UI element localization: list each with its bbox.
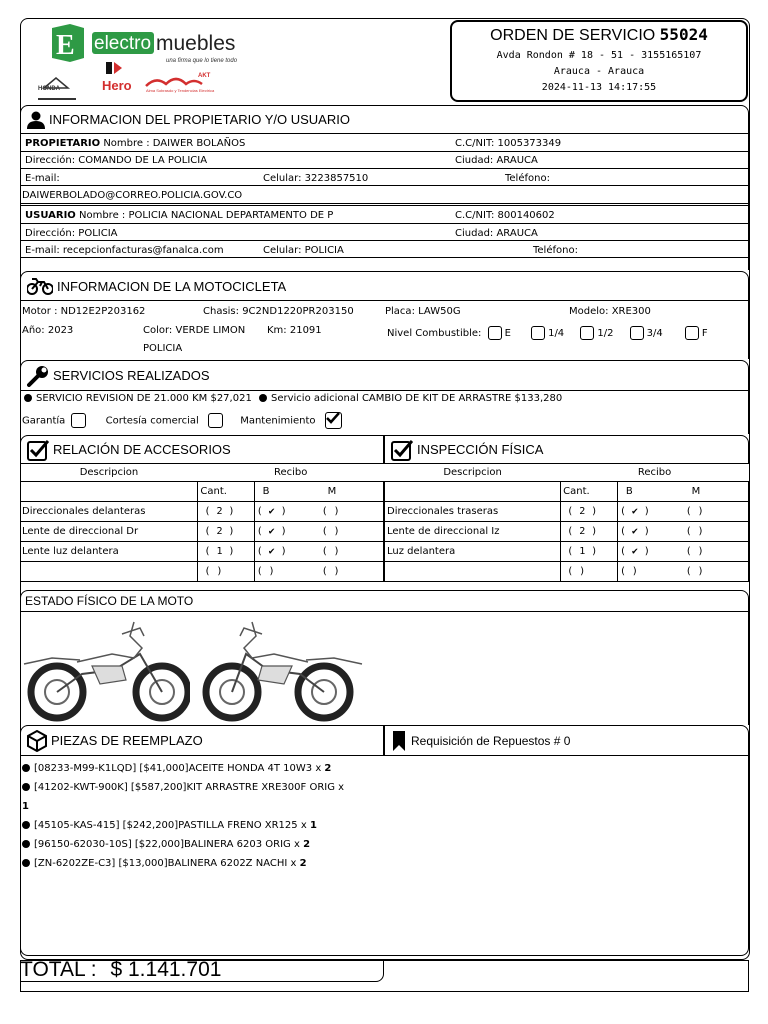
inspection-cant: ( ) [561, 562, 618, 582]
physical-state-title: ESTADO FÍSICO DE LA MOTO [25, 594, 194, 608]
garantia-label: Garantía [22, 415, 66, 427]
svg-text:E: E [56, 30, 75, 61]
services-section-title: SERVICIOS REALIZADOS [53, 368, 210, 383]
accessories-section-title: RELACIÓN DE ACCESORIOS [53, 442, 231, 457]
table-row [20, 562, 384, 582]
fuel-full-label: F [701, 328, 708, 339]
fuel-level-row [387, 326, 708, 340]
accessory-desc [20, 562, 198, 582]
brand-name-part2: muebles [156, 32, 236, 55]
parts-section-title: PIEZAS DE REEMPLAZO [51, 733, 203, 748]
service-list [24, 393, 562, 404]
inspection-m: ( ) [684, 502, 749, 522]
accessory-cant: ( ) [198, 562, 254, 582]
brand-tagline: una firma que lo tiene todo [166, 58, 238, 64]
fuel-full-checkbox[interactable] [685, 326, 699, 340]
requisition-header [384, 725, 749, 756]
accessory-m: ( ) [320, 522, 384, 542]
order-title [452, 25, 746, 45]
user-name-row [25, 210, 333, 221]
inspection-cant-header: Cant. [561, 482, 618, 502]
inspection-m: ( ) [684, 542, 749, 562]
accessories-section-header [20, 435, 384, 464]
brand-name-part1: electro [94, 33, 152, 54]
owner-id: C.C/NIT: 1005373349 [455, 138, 562, 149]
user-icon [27, 111, 45, 129]
table-row [385, 502, 749, 522]
fuel-label: Nivel Combustible: [387, 328, 482, 339]
owner-address: Dirección: COMANDO DE LA POLICIA [25, 155, 208, 166]
accessory-cant: ( 2 ) [198, 522, 254, 542]
mantenimiento-label: Mantenimiento [240, 415, 316, 427]
fuel-three-quarter-label: 3/4 [646, 328, 663, 339]
inspection-desc-header: Descripcion [443, 467, 502, 478]
partner-brand-honda: HONDA [38, 86, 60, 92]
part-qty: 1 [309, 820, 317, 831]
accessory-desc: Lente luz delantera [20, 542, 198, 562]
company-city: Arauca - Arauca [553, 66, 645, 77]
owner-email-label: E-mail: [25, 173, 60, 184]
order-datetime: 2024-11-13 14:17:55 [541, 82, 657, 93]
inspection-m: ( ) [684, 522, 749, 542]
user-name: Nombre : POLICIA NACIONAL DEPARTAMENTO DE P [78, 210, 334, 221]
moto-section-title: INFORMACION DE LA MOTOCICLETA [57, 278, 287, 294]
part-text: [08233-M99-K1LQD] [$41,000]ACEITE HONDA 4T 10W3 x [34, 763, 325, 774]
user-address: Dirección: POLICIA [25, 228, 118, 239]
accessories-recibo-header: Recibo [274, 467, 308, 478]
accessory-desc: Direccionales delanteras [20, 502, 198, 522]
motorcycle-icon [27, 277, 53, 295]
user-city: Ciudad: ARAUCA [455, 228, 538, 239]
list-item [22, 816, 387, 835]
list-item [22, 854, 387, 873]
accessory-b: ( ✔ ) [254, 522, 320, 542]
moto-color-line2: POLICIA [143, 343, 183, 354]
fuel-three-quarter-checkbox[interactable] [630, 326, 644, 340]
wrench-icon [27, 365, 49, 387]
total-right-box [384, 960, 749, 992]
user-email: E-mail: recepcionfacturas@fanalca.com [25, 245, 224, 256]
inspection-table [384, 464, 749, 582]
motorcycle-diagram-right [196, 614, 364, 724]
table-row [20, 542, 384, 562]
garantia-checkbox[interactable] [71, 413, 86, 428]
inspection-desc: Direccionales traseras [385, 502, 561, 522]
moto-chassis: Chasis: 9C2ND1220PR203150 [203, 306, 354, 317]
moto-km: Km: 21091 [267, 325, 322, 336]
table-row [20, 522, 384, 542]
fuel-half-checkbox[interactable] [580, 326, 594, 340]
inspection-section-header [384, 435, 749, 464]
part-text: [ZN-6202ZE-C3] [$13,000]BALINERA 6202Z NACHI x [34, 858, 300, 869]
part-qty: 2 [324, 763, 332, 774]
moto-model: Modelo: XRE300 [569, 306, 651, 317]
inspection-m: ( ) [684, 562, 749, 582]
accessory-m: ( ) [320, 502, 384, 522]
total-label: TOTAL : [20, 958, 97, 981]
order-box [450, 20, 748, 102]
owner-name: Nombre : DAIWER BOLAÑOS [103, 138, 246, 149]
accessories-table [20, 464, 384, 582]
moto-engine: Motor : ND12E2P203162 [22, 306, 146, 317]
owner-role: PROPIETARIO [25, 138, 101, 149]
owner-name-row [25, 138, 245, 149]
part-text: [41202-KWT-900K] [$587,200]KIT ARRASTRE XRE300F ORIG x [34, 782, 345, 793]
physical-state-header [20, 590, 749, 612]
owner-city: Ciudad: ARAUCA [455, 155, 538, 166]
accessories-b-header: B [254, 482, 320, 502]
list-item [22, 759, 387, 778]
inspection-section-title: INSPECCIÓN FÍSICA [417, 442, 544, 457]
part-text: [45105-KAS-415] [$242,200]PASTILLA FRENO XR125 x [34, 820, 310, 831]
company-address: Avda Rondon # 18 - 51 - 3155165107 [496, 50, 702, 61]
accessory-m: ( ) [320, 542, 384, 562]
parts-section-header [20, 725, 384, 756]
requisition-label: Requisición de Repuestos # 0 [411, 733, 571, 748]
table-row [385, 522, 749, 542]
mantenimiento-checkbox[interactable] [325, 412, 342, 429]
accessories-m-header: M [320, 482, 384, 502]
order-label: ORDEN DE SERVICIO [490, 27, 656, 44]
bookmark-icon [391, 730, 407, 752]
list-item [22, 835, 387, 854]
inspection-b-header: B [617, 482, 683, 502]
fuel-e-checkbox[interactable] [488, 326, 502, 340]
checkbox-checked-icon [27, 439, 49, 461]
table-row [20, 502, 384, 522]
motorcycle-sketch-icon [22, 614, 190, 724]
accessories-desc-header: Descripcion [79, 467, 139, 478]
accessory-m: ( ) [320, 562, 384, 582]
order-number: 55024 [659, 25, 708, 44]
cortesia-checkbox[interactable] [208, 413, 223, 428]
check-icon [324, 410, 341, 427]
table-row [385, 542, 749, 562]
inspection-cant: ( 1 ) [561, 542, 618, 562]
service-extra: Servicio adicional CAMBIO DE KIT DE ARRASTRE $133,280 [271, 393, 563, 404]
accessory-desc: Lente de direccional Dr [20, 522, 198, 542]
moto-color-line1: Color: VERDE LIMON [143, 325, 246, 336]
inspection-desc: Lente de direccional Iz [385, 522, 561, 542]
owner-section-title: INFORMACION DEL PROPIETARIO Y/O USUARIO [49, 112, 350, 127]
total-value: $ 1.141.701 [110, 958, 222, 981]
services-section-header [20, 360, 749, 391]
cortesia-label: Cortesía comercial [105, 415, 199, 427]
inspection-cant: ( 2 ) [561, 502, 618, 522]
moto-plate: Placa: LAW50G [385, 306, 461, 317]
moto-year: Año: 2023 [22, 325, 74, 336]
fuel-quarter-checkbox[interactable] [531, 326, 545, 340]
parts-list [22, 759, 387, 873]
partner-brand-akt: AKT [198, 73, 211, 79]
user-phone: Teléfono: [533, 245, 578, 256]
inspection-cant: ( 2 ) [561, 522, 618, 542]
user-id: C.C/NIT: 800140602 [455, 210, 555, 221]
accessory-cant: ( 2 ) [198, 502, 254, 522]
service-main: SERVICIO REVISION DE 21.000 KM $27,021 [36, 393, 252, 404]
accessories-cant-header: Cant. [198, 482, 254, 502]
part-qty: 2 [303, 839, 311, 850]
moto-section-header [20, 271, 749, 301]
total-row [20, 958, 221, 982]
list-item [22, 778, 387, 816]
inspection-b: ( ✔ ) [617, 502, 683, 522]
company-logo [36, 24, 246, 106]
fuel-half-label: 1/2 [597, 328, 614, 339]
service-type-row [22, 412, 345, 429]
owner-phone: Teléfono: [505, 173, 550, 184]
accessory-cant: ( 1 ) [198, 542, 254, 562]
accessory-b: ( ) [254, 562, 320, 582]
fuel-quarter-label: 1/4 [548, 328, 565, 339]
inspection-b: ( ✔ ) [617, 542, 683, 562]
owner-section-header [20, 105, 749, 134]
checkbox-checked-icon [391, 439, 413, 461]
part-text: [96150-62030-10S] [$22,000]BALINERA 6203 ORIG x [34, 839, 304, 850]
user-role: USUARIO [25, 210, 76, 221]
user-mobile: Celular: POLICIA [263, 245, 344, 256]
inspection-b: ( ) [617, 562, 683, 582]
total-bottom-frame [20, 982, 384, 992]
partner-brand-hero: Hero [102, 78, 132, 93]
owner-mobile: Celular: 3223857510 [263, 173, 369, 184]
table-row [385, 562, 749, 582]
owner-email: DAIWERBOLADO@CORREO.POLICIA.GOV.CO [22, 190, 243, 201]
fuel-e-label: E [504, 328, 511, 339]
accessory-b: ( ✔ ) [254, 542, 320, 562]
inspection-desc [385, 562, 561, 582]
motorcycle-diagram-left [22, 614, 190, 724]
accessory-b: ( ✔ ) [254, 502, 320, 522]
inspection-b: ( ✔ ) [617, 522, 683, 542]
inspection-desc: Luz delantera [385, 542, 561, 562]
motorcycle-sketch-icon [196, 614, 364, 724]
part-qty: 1 [22, 801, 29, 812]
partner-brand-akt-tagline: Alma Sobrasdo y Tendencias Electrica [146, 88, 215, 93]
box-icon [27, 730, 47, 752]
inspection-recibo-header: Recibo [637, 467, 672, 478]
inspection-m-header: M [684, 482, 749, 502]
part-qty: 2 [299, 858, 307, 869]
